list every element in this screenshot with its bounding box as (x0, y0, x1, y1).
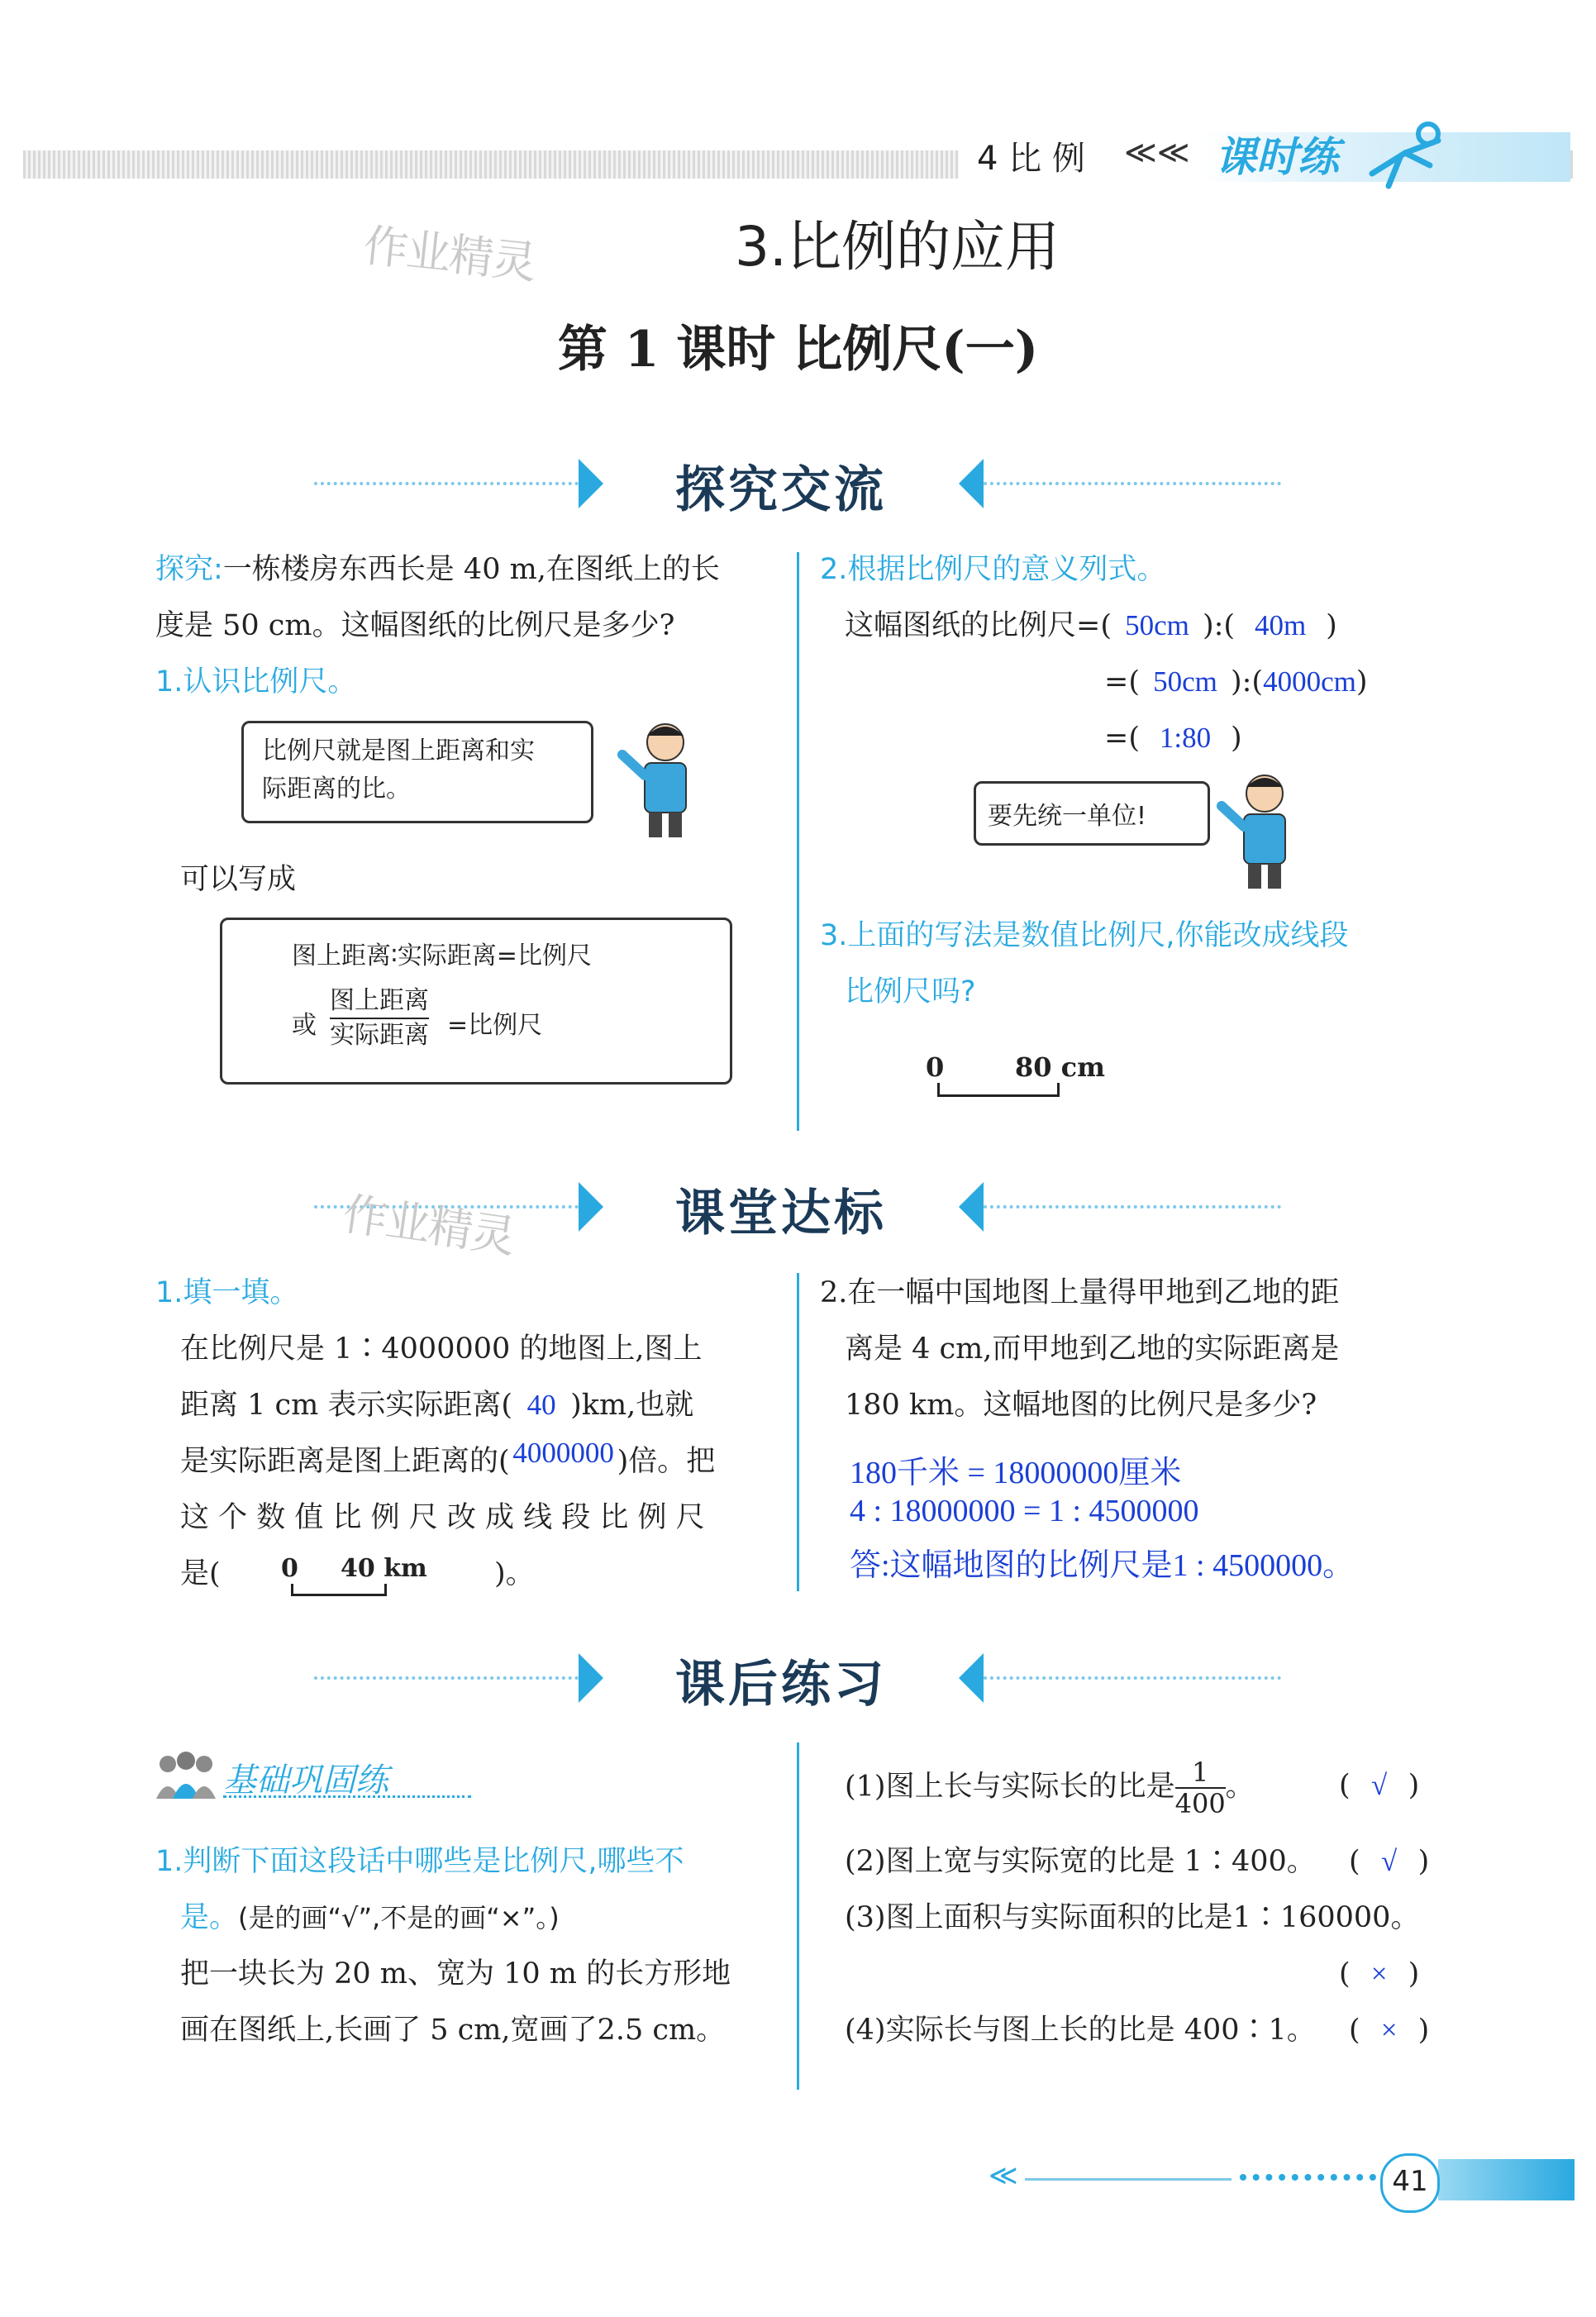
bubble-text: 要先统一单位! (988, 802, 1147, 831)
basic-label-underline (223, 1795, 471, 1798)
footer-line (1025, 2178, 1232, 2181)
answer-slot-4: ( × ) (1349, 2014, 1430, 2047)
page-number: 41 (1380, 2153, 1440, 2213)
classwork-q1-line2: 距离 1 cm 表示实际距离( 40 )km,也就 (180, 1389, 694, 1422)
answer-slot-3: ( × ) (1339, 1957, 1420, 1990)
column-divider (797, 552, 799, 1131)
homework-q1-line2: 是。(是的画“√”,不是的画“×”。) (180, 1901, 560, 1934)
fraction-denominator: 400 (1174, 1788, 1226, 1819)
watermark: 作业精灵 (340, 1187, 517, 1264)
formula-or: 或 (292, 1011, 317, 1040)
equation-line-1: 这幅图纸的比例尺=( 50cm ):( 40m ) (845, 609, 1337, 642)
judge-item-3: (3)图上面积与实际面积的比是1∶160000。 (845, 1901, 1420, 1934)
speech-bubble-1 (241, 721, 593, 823)
explore-step2: 2.根据比例尺的意义列式。 (820, 553, 1166, 586)
homework-q1-line3: 把一块长为 20 m、宽为 10 m 的长方形地 (180, 1957, 731, 1990)
answer-slot-1: ( √ ) (1339, 1769, 1420, 1802)
homework-q1-title: 1.判断下面这段话中哪些是比例尺,哪些不 (155, 1845, 684, 1878)
basic-practice-label: 基础巩固练 (223, 1762, 388, 1800)
classwork-q1-line1: 在比例尺是 1∶4000000 的地图上,图上 (180, 1333, 703, 1366)
runner-icon (1355, 116, 1455, 190)
answer-slot-2: ( √ ) (1349, 1845, 1430, 1878)
explore-step3: 3.上面的写法是数值比例尺,你能改成线段 (820, 919, 1349, 952)
boy-figure-icon (1215, 769, 1306, 893)
chevrons-icon: ≪≪ (1124, 134, 1190, 170)
explore-intro: 探究:一栋楼房东西长是 40 m,在图纸上的长 (155, 553, 720, 586)
explore-step1: 1.认识比例尺。 (155, 665, 357, 698)
equation-line-2: =( 50cm ):(4000cm) (1104, 665, 1368, 698)
classwork-q1-line5-open: 是( (180, 1557, 221, 1590)
students-icon (153, 1751, 219, 1800)
fraction-denominator: 实际距离 (330, 1021, 429, 1050)
bubble-text: 际距离的比。 (262, 775, 411, 803)
lesson-subtitle: 第 1 课时 比例尺(一) (557, 321, 1039, 379)
speech-bubble-2 (974, 781, 1210, 846)
classwork-q2-line1: 2.在一幅中国地图上量得甲地到乙地的距 (820, 1276, 1340, 1309)
boy-figure-icon (616, 718, 707, 841)
formula-box (220, 918, 732, 1085)
footer-dots (1240, 2174, 1376, 2181)
column-divider (797, 1273, 799, 1591)
answer-scale-label: 40 km (341, 1554, 427, 1583)
fraction-numerator: 图上距离 (330, 984, 429, 1019)
formula-fraction (330, 984, 429, 1052)
explore-step3-line2: 比例尺吗? (845, 975, 976, 1008)
classwork-q2-line3: 180 km。这幅地图的比例尺是多少? (845, 1389, 1317, 1422)
scale-zero: 0 (926, 1051, 945, 1083)
classwork-q2-line2: 离是 4 cm,而甲地到乙地的实际距离是 (845, 1333, 1340, 1366)
classwork-q1-line5-close: )。 (494, 1557, 535, 1590)
formula-ratio: 图上距离∶实际距离=比例尺 (292, 942, 592, 970)
answer-line-3: 答:这幅地图的比例尺是1 : 4500000。 (850, 1548, 1355, 1583)
classwork-q1-line4: 这 个 数 值 比 例 尺 改 成 线 段 比 例 尺 (180, 1501, 705, 1534)
answer-line-1: 180千米 = 18000000厘米 (850, 1456, 1182, 1490)
watermark: 作业精灵 (360, 219, 538, 289)
judge-item-2: (2)图上宽与实际宽的比是 1∶400。 (845, 1845, 1316, 1878)
footer-arrow-icon: ≪ (989, 2159, 1018, 2192)
footer-band (1438, 2159, 1575, 2200)
formula-equals: =比例尺 (447, 1011, 543, 1040)
bubble-text: 比例尺就是图上距离和实 (262, 737, 535, 765)
lesson-title: 3.比例的应用 (735, 215, 1060, 279)
chapter-label: 4 比 例 (977, 140, 1085, 178)
section-title: 探究交流 (675, 461, 887, 519)
brand-logo: 课时练 (1215, 133, 1339, 181)
answer-line-2: 4 : 18000000 = 1 : 4500000 (850, 1494, 1199, 1528)
section-title: 课后练习 (675, 1656, 887, 1714)
scale-label: 80 cm (1015, 1051, 1106, 1083)
section-title: 课堂达标 (675, 1185, 887, 1242)
section-banner-homework (306, 1645, 1281, 1714)
section-banner-explore (306, 451, 1281, 517)
judge-item-4: (4)实际长与图上长的比是 400∶1。 (845, 2014, 1316, 2047)
explore-intro-line2: 度是 50 cm。这幅图纸的比例尺是多少? (155, 609, 675, 642)
equation-line-3: =( 1:80 ) (1104, 722, 1242, 755)
column-divider (797, 1743, 799, 2090)
answer-scale-bar (291, 1584, 387, 1596)
line-scale-bar (937, 1083, 1060, 1097)
homework-q1-line4: 画在图纸上,长画了 5 cm,宽画了2.5 cm。 (180, 2014, 726, 2047)
can-write-label: 可以写成 (180, 863, 297, 896)
classwork-q1-title: 1.填一填。 (155, 1276, 299, 1309)
judge-item-1: (1)图上长与实际长的比是 $\frac{1}{400}$ 。 (845, 1757, 1255, 1819)
classwork-q1-line3: 是实际距离是图上距离的( 4000000 )倍。把 (180, 1437, 716, 1478)
answer-scale-zero: 0 (281, 1554, 298, 1583)
fraction-numerator: 1 (1175, 1757, 1226, 1789)
